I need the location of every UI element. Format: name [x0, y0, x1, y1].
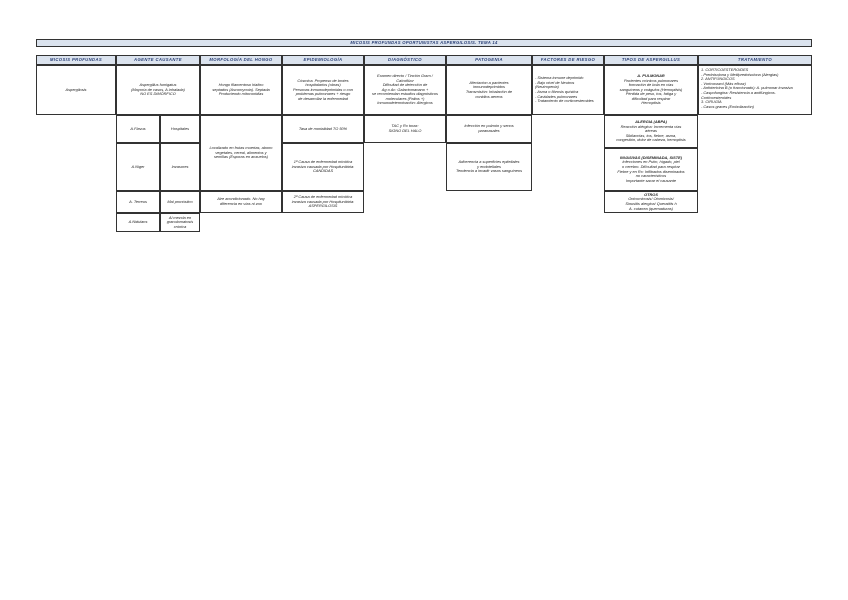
species-name: A. Terreus: [116, 191, 160, 213]
cell-factores: [532, 65, 604, 115]
species-habitat: Mal pronóstico: [160, 191, 200, 213]
epi-mortalidad: [282, 115, 364, 143]
cell-diagnostico: [364, 65, 446, 115]
cell-text: Hongo filamentoso hialino septados (Ascomycota). Septada Produciendo mitoconidias: [212, 82, 270, 97]
header-morfologia: MORFOLOGÍA DEL HONGO: [200, 55, 282, 65]
species-name: A.Niger: [116, 143, 160, 191]
tipo-body: Pacientes crónicos pulmonares formación de bola en vías sanguíneas y coágulos (Hemoptisis) Pérdida de peso, tos, fatiga y dificultad para respirar Hemoptisis: [619, 77, 683, 106]
cell-text: TAC y Rx torax: SIGNO DEL HALO: [388, 123, 422, 133]
cell-text: Aire acondicionado. No hay diferencia en vías ni zoo: [217, 196, 265, 206]
cell-agente: [116, 65, 200, 115]
cell-text: Tasa de mortalidad TO 50%: [298, 125, 348, 131]
header-factores: FACTORES DE RIESGO: [532, 55, 604, 65]
cell-text: - Sistema inmune deprimido - Bajo nivel de Neutros (Neutropenia) - Asma o fibrosis quística - Cavidades pulmonares - Tratamiento de corticoesteroides: [535, 75, 594, 104]
cell-patogenia: [446, 65, 532, 115]
cell-text: Infección en pulmón y senos paranasales: [464, 123, 514, 133]
tipo-otros: [604, 191, 698, 213]
patog-adherencia: [446, 143, 532, 191]
tipo-title: A. PULMONAR: [637, 72, 665, 78]
cell-epidemiologia: [282, 65, 364, 115]
tipo-title: OTROS: [644, 191, 658, 197]
epi-aspergilosis: [282, 191, 364, 213]
cell-tratamiento: [698, 65, 812, 115]
header-patogenia: PATOGENIA: [446, 55, 532, 65]
patog-infeccion: [446, 115, 532, 143]
tipo-body: Reacción alérgica: Incrementa vías aéreas Sibilancias, tos, fiebre, asma, congestión, dolor de cabeza, hemoptisis: [616, 123, 686, 143]
tipo-body: Infecciones en Pulm, hígado, piel o cerebro. Difícultad para respirar Fiebre y en Rx: Infiltrados diseminados no característicos Importante sacar el causante: [617, 159, 685, 183]
header-tipos: TIPOS DE ASPERGILLUS: [604, 55, 698, 65]
species-habitat: Al mezcla en granulomatosis crónica: [160, 213, 200, 232]
cell-text: 2ª Causa de enfermedad micótica invasiva causada por Hospitunitária: ASPERGILOSIS: [291, 194, 355, 209]
cell-text: Localizado en frutas muertas, abono vegetales, cereal, alimentos y semillas (Esporas en anzuelos): [209, 145, 273, 160]
diag-tac: [364, 115, 446, 143]
header-epidemiologia: EPIDEMIOLOGÍA: [282, 55, 364, 65]
header-tratamiento: TRATAMIENTO: [698, 55, 812, 65]
page-title: MICOSIS PROFUNDAS OPORTUNISTAS ASPERGILOSIS. TEMA 14: [36, 39, 812, 47]
header-micosis: MICOSIS PROFUNDAS: [36, 55, 116, 65]
morfologia-habitat: [200, 115, 282, 191]
cell-text: Adherencia a superficies epiteliales y endoteliales Tendencia a invadir vasos sanguíneos: [455, 159, 523, 174]
cell-text: Afectacion a pacientes inmunodeprimidos Transmisión: Inhalación de conidios aereos: [465, 79, 513, 99]
cell-text: Aspergilosis: [65, 86, 87, 92]
tipo-alergia: [604, 115, 698, 148]
cell-text: Cósmica. Propenso de brotes hospitalarios (obras) Personas inmunodeprimidas o con problemas pulmonares + riesgo de desarrollar la enfermedad: [293, 77, 353, 101]
species-habitat: Invasores: [160, 143, 200, 191]
tipo-title: INVASIVAS (DISEMINADA, SISTE): [619, 154, 683, 160]
cell-text: Aspergillus fumigatus (Mayoría de casos, A.inhalada) NO ES DIMÓRFICO: [131, 82, 185, 97]
cell-text: 1. CORTICOESTEROIDES - Prednisolona y Metilprednisolona (Alergias) 2. ANTIFÚNGICOS - Voriconazol (Más eficaz) - Anfotericina B (o fraccionado): A. pulmonar invasiva - Caspofungina: Resistencia a antifúngicos. Corticoesteroides 3. CIRUGÍA - Casos graves (Embolización): [701, 67, 793, 109]
morfologia-terreus: [200, 191, 282, 213]
cell-micosis: [36, 65, 116, 115]
species-name: A.Nidulans: [116, 213, 160, 232]
cell-morfologia: [200, 65, 282, 115]
tipo-title: ALERGIA (ABPA): [635, 119, 667, 125]
cell-tipos-pulmonar: [604, 65, 698, 115]
species-name: A.Flavus: [116, 115, 160, 143]
tipo-body: Onicomicosis/ Otomicosis/ Sinusitis alergica/ Queratitis h A. cutanea (quemaduras): [625, 196, 677, 211]
epi-candidas: [282, 143, 364, 191]
cell-text: 1ª Causa de enfermedad micótica invasiva causada por Hospitunitária: CANDIDAS: [291, 159, 355, 174]
header-agente: AGENTE CAUSANTE: [116, 55, 200, 65]
species-habitat: Hospitales: [160, 115, 200, 143]
cell-text: Examen directo / Tinción Gram / Calcoflúor Dificultad de detección de Ag o Ac: Galactomanano + se recomiendan estudios diagnósticos moleculares (Paltos +) Inmunodeterminación: Alergicos: [372, 72, 438, 106]
header-diagnostico: DIAGNÓSTICO: [364, 55, 446, 65]
tipo-invasivas: [604, 148, 698, 191]
